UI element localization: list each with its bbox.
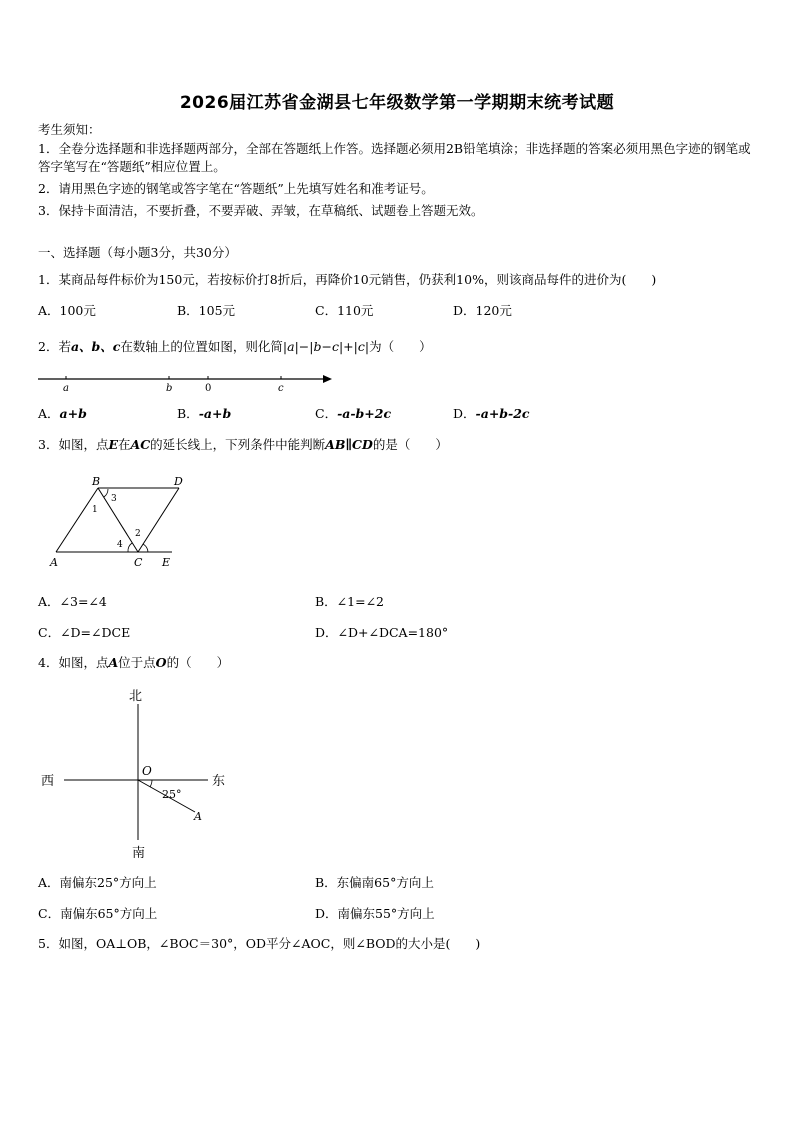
parallelogram-figure	[46, 472, 196, 572]
q2-stem-suffix: 为（ ）	[369, 339, 432, 354]
q2-option-d-letter: D．	[453, 406, 476, 421]
question-5-stem: 5．如图，OA⊥OB，∠BOC＝30°，OD平分∠AOC，则∠BOD的大小是( )	[38, 936, 481, 951]
q2-stem-mid: 在数轴上的位置如图，则化简	[120, 339, 283, 354]
q3-stem-mid1: 在	[117, 437, 131, 452]
q3-stem-prefix: 3．如图，点	[38, 437, 109, 452]
q3-parallel: AB∥CD	[325, 437, 373, 452]
label-angle-4: 4	[117, 540, 123, 550]
angle-arc	[150, 780, 152, 787]
q4-stem-mid: 位于点	[118, 655, 156, 670]
label-c: C	[134, 556, 143, 569]
label-south: 南	[132, 846, 146, 861]
segment-ab	[56, 488, 98, 552]
angle-3-arc	[104, 489, 108, 497]
q3-seg-ac: AC	[130, 437, 151, 452]
q4-option-c: C．南偏东65°方向上	[38, 906, 158, 921]
label-a: a	[63, 383, 69, 394]
direction-figure	[36, 684, 236, 862]
label-origin: O	[142, 764, 152, 778]
label-angle-2: 2	[135, 529, 141, 539]
label-west: 西	[41, 774, 55, 789]
q2-option-c-letter: C．	[315, 406, 338, 421]
q2-option-b-letter: B．	[177, 406, 199, 421]
q3-stem-suffix: 的是（ ）	[372, 437, 448, 452]
q3-option-d: D．∠D+∠DCA=180°	[315, 625, 449, 640]
notice-item-2: 2．请用黑色字迹的钢笔或答字笔在“答题纸”上先填写姓名和准考证号。	[38, 181, 434, 196]
q2-stem-expr: |a|−|b−c|+|c|	[282, 339, 370, 354]
question-2-stem	[38, 338, 432, 356]
number-line-arrow	[323, 375, 332, 383]
q4-stem-prefix: 4．如图，点	[38, 655, 109, 670]
q3-option-a: A．∠3=∠4	[38, 594, 107, 609]
q4-option-b: B．东偏南65°方向上	[315, 875, 434, 890]
section-heading: 一、选择题（每小题3分，共30分）	[38, 245, 237, 260]
label-0: 0	[205, 383, 212, 394]
question-3-stem	[38, 436, 448, 454]
question-4-stem	[38, 654, 229, 672]
q4-point-o: O	[155, 655, 167, 670]
label-d: D	[174, 475, 183, 488]
segment-dc	[138, 488, 179, 552]
q3-point-e: E	[108, 437, 118, 452]
label-b: B	[92, 475, 101, 488]
q4-option-d: D．南偏东55°方向上	[315, 906, 435, 921]
q2-option-d	[453, 405, 530, 423]
label-point-a: A	[194, 810, 202, 823]
angle-4-arc	[128, 543, 132, 552]
q2-option-a-expr: a+b	[59, 406, 87, 421]
q4-point-a: A	[108, 655, 119, 670]
page-title: 2026届江苏省金湖县七年级数学第一学期期末统考试题	[179, 93, 615, 113]
q3-option-b: B．∠1=∠2	[315, 594, 385, 609]
question-1-stem: 1．某商品每件标价为150元，若按标价打8折后，再降价10元销售，仍获利10%，则该商品每件的进价为( )	[38, 272, 657, 287]
q2-option-b-expr: -a+b	[198, 406, 232, 421]
q2-option-c-expr: -a-b+2c	[337, 406, 392, 421]
label-angle-1: 1	[92, 505, 98, 515]
label-angle: 25°	[162, 788, 182, 801]
q2-stem-vars: a、b、c	[70, 339, 121, 354]
label-angle-3: 3	[111, 494, 117, 504]
label-b: b	[166, 383, 173, 394]
q3-stem-mid2: 的延长线上，下列条件中能判断	[150, 437, 326, 452]
label-east: 东	[212, 774, 226, 789]
q2-stem-prefix: 2．若	[38, 339, 71, 354]
label-a: A	[50, 556, 58, 569]
number-line-figure	[36, 370, 336, 394]
notice-item-1: 1．全卷分选择题和非选择题两部分，全部在答题纸上作答。选择题必须用2B铅笔填涂；非选择题的答案必须用黑色字迹的钢笔或答字笔写在“答题纸”相应位置上。	[38, 141, 751, 174]
q2-option-c	[315, 405, 391, 423]
label-e: E	[162, 556, 171, 569]
q2-option-d-expr: -a+b-2c	[475, 406, 530, 421]
q1-option-b: B．105元	[177, 303, 236, 318]
label-c: c	[278, 383, 284, 394]
q1-option-c: C．110元	[315, 303, 374, 318]
q1-option-d: D．120元	[453, 303, 512, 318]
q3-option-c: C．∠D=∠DCE	[38, 625, 131, 640]
label-north: 北	[129, 689, 143, 704]
angle-2-arc	[143, 544, 148, 552]
q4-stem-suffix: 的（ ）	[166, 655, 230, 670]
q2-option-a	[38, 405, 87, 423]
notice-item-3: 3．保持卡面清洁，不要折叠，不要弄破、弄皱，在草稿纸、试题卷上答题无效。	[38, 203, 484, 218]
q2-option-b	[177, 405, 231, 423]
q1-option-a: A．100元	[38, 303, 96, 318]
q4-option-a: A．南偏东25°方向上	[38, 875, 157, 890]
q2-option-a-letter: A．	[38, 406, 60, 421]
notice-heading: 考生须知：	[38, 122, 101, 137]
